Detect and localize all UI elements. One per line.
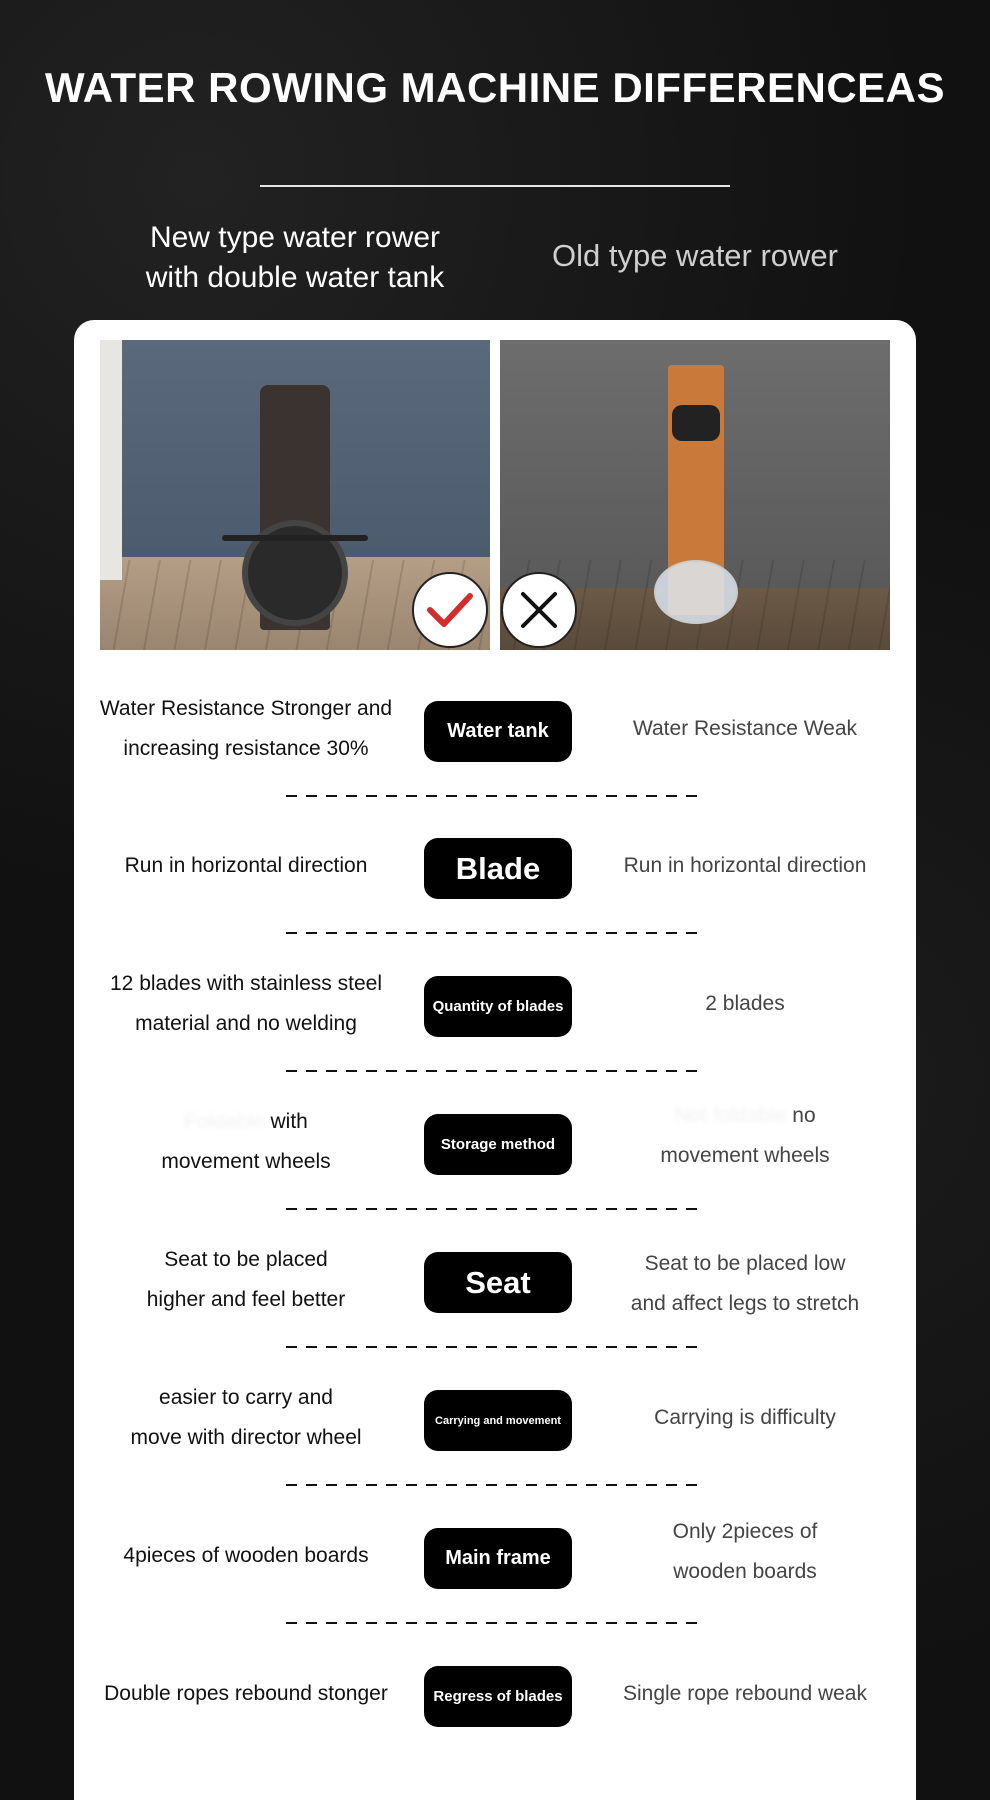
old-feature-line: wooden boards xyxy=(673,1560,817,1583)
row-storage-method xyxy=(74,1102,916,1182)
old-feature-line: Seat to be placed low xyxy=(644,1252,846,1275)
new-feature-line: easier to carry and xyxy=(159,1386,333,1409)
new-feature-line: material and no welding xyxy=(135,1012,357,1035)
new-feature-line: Double ropes rebound stonger xyxy=(104,1682,388,1705)
new-feature-line: Seat to be placed xyxy=(164,1248,328,1271)
row-blade xyxy=(74,826,916,906)
new-rower-machine xyxy=(260,385,330,630)
cross-icon xyxy=(501,572,577,648)
new-feature-line: move with director wheel xyxy=(130,1426,362,1449)
new-feature-line: increasing resistance 30% xyxy=(123,737,369,760)
category-pill: Regress of blades xyxy=(424,1666,572,1727)
check-icon xyxy=(412,572,488,648)
new-feature-line: Water Resistance Stronger and xyxy=(99,697,393,720)
category-pill: Blade xyxy=(424,838,572,899)
old-feature-line: 2 blades xyxy=(705,992,785,1015)
curtain xyxy=(100,340,122,580)
old-rower-machine xyxy=(668,365,724,615)
row-main-frame xyxy=(74,1516,916,1596)
row-divider xyxy=(286,1346,698,1348)
new-feature xyxy=(96,1102,396,1182)
new-feature xyxy=(96,964,396,1044)
new-feature xyxy=(96,1240,396,1320)
old-feature xyxy=(590,964,900,1044)
row-quantity-of-blades xyxy=(74,964,916,1044)
old-feature-line: Water Resistance Weak xyxy=(632,717,858,740)
new-type-heading-line-2: with double water tank xyxy=(145,261,445,294)
category-pill: Seat xyxy=(424,1252,572,1313)
old-feature xyxy=(590,1378,900,1458)
category-pill: Storage method xyxy=(424,1114,572,1175)
new-feature-line: movement wheels xyxy=(161,1150,331,1173)
row-seat xyxy=(74,1240,916,1320)
old-feature-line: and affect legs to stretch xyxy=(630,1292,860,1315)
old-feature-line: Only 2pieces of xyxy=(672,1520,818,1543)
row-divider xyxy=(286,795,698,797)
old-type-heading: Old type water rower xyxy=(552,238,838,273)
page-title: WATER ROWING MACHINE DIFFERENCEAS xyxy=(44,64,946,111)
new-feature xyxy=(96,689,396,769)
row-carrying-and-movement xyxy=(74,1378,916,1458)
new-type-heading-line-1: New type water rower xyxy=(149,221,441,254)
row-divider xyxy=(286,932,698,934)
row-divider xyxy=(286,1484,698,1486)
category-pill: Main frame xyxy=(424,1528,572,1589)
row-water-tank xyxy=(74,689,916,769)
category-pill: Water tank xyxy=(424,701,572,762)
old-feature xyxy=(590,1096,900,1176)
old-feature-line: Run in horizontal direction xyxy=(623,854,867,877)
new-feature-line: 4pieces of wooden boards xyxy=(123,1544,369,1567)
new-feature-line: higher and feel better xyxy=(146,1288,346,1311)
old-feature xyxy=(590,1512,900,1592)
row-divider xyxy=(286,1622,698,1624)
category-pill: Quantity of blades xyxy=(424,976,572,1037)
new-feature xyxy=(96,1516,396,1596)
new-feature-line: 12 blades with stainless steel xyxy=(110,972,382,995)
water-tank xyxy=(654,560,738,624)
title-divider xyxy=(260,185,730,187)
old-feature-line: no xyxy=(792,1104,816,1127)
obscured-text: Foldable xyxy=(184,1110,271,1133)
new-feature-line: with xyxy=(270,1110,308,1133)
old-feature xyxy=(590,1654,900,1734)
seat xyxy=(672,405,720,441)
new-feature-line: Run in horizontal direction xyxy=(124,854,368,877)
row-divider xyxy=(286,1070,698,1072)
handle-bar xyxy=(222,535,368,541)
new-feature xyxy=(96,1654,396,1734)
old-feature-line: movement wheels xyxy=(660,1144,830,1167)
old-feature-line: Single rope rebound weak xyxy=(622,1682,867,1705)
category-pill: Carrying and movement xyxy=(424,1390,572,1451)
old-feature-line: Carrying is difficulty xyxy=(654,1406,836,1429)
old-feature xyxy=(590,826,900,906)
row-regress-of-blades xyxy=(74,1654,916,1734)
new-type-heading xyxy=(100,218,490,298)
comparison-card xyxy=(74,320,916,1800)
new-feature xyxy=(96,1378,396,1458)
obscured-text: Not foldable xyxy=(674,1104,793,1127)
old-feature xyxy=(590,689,900,769)
old-feature xyxy=(590,1244,900,1324)
row-divider xyxy=(286,1208,698,1210)
new-feature xyxy=(96,826,396,906)
